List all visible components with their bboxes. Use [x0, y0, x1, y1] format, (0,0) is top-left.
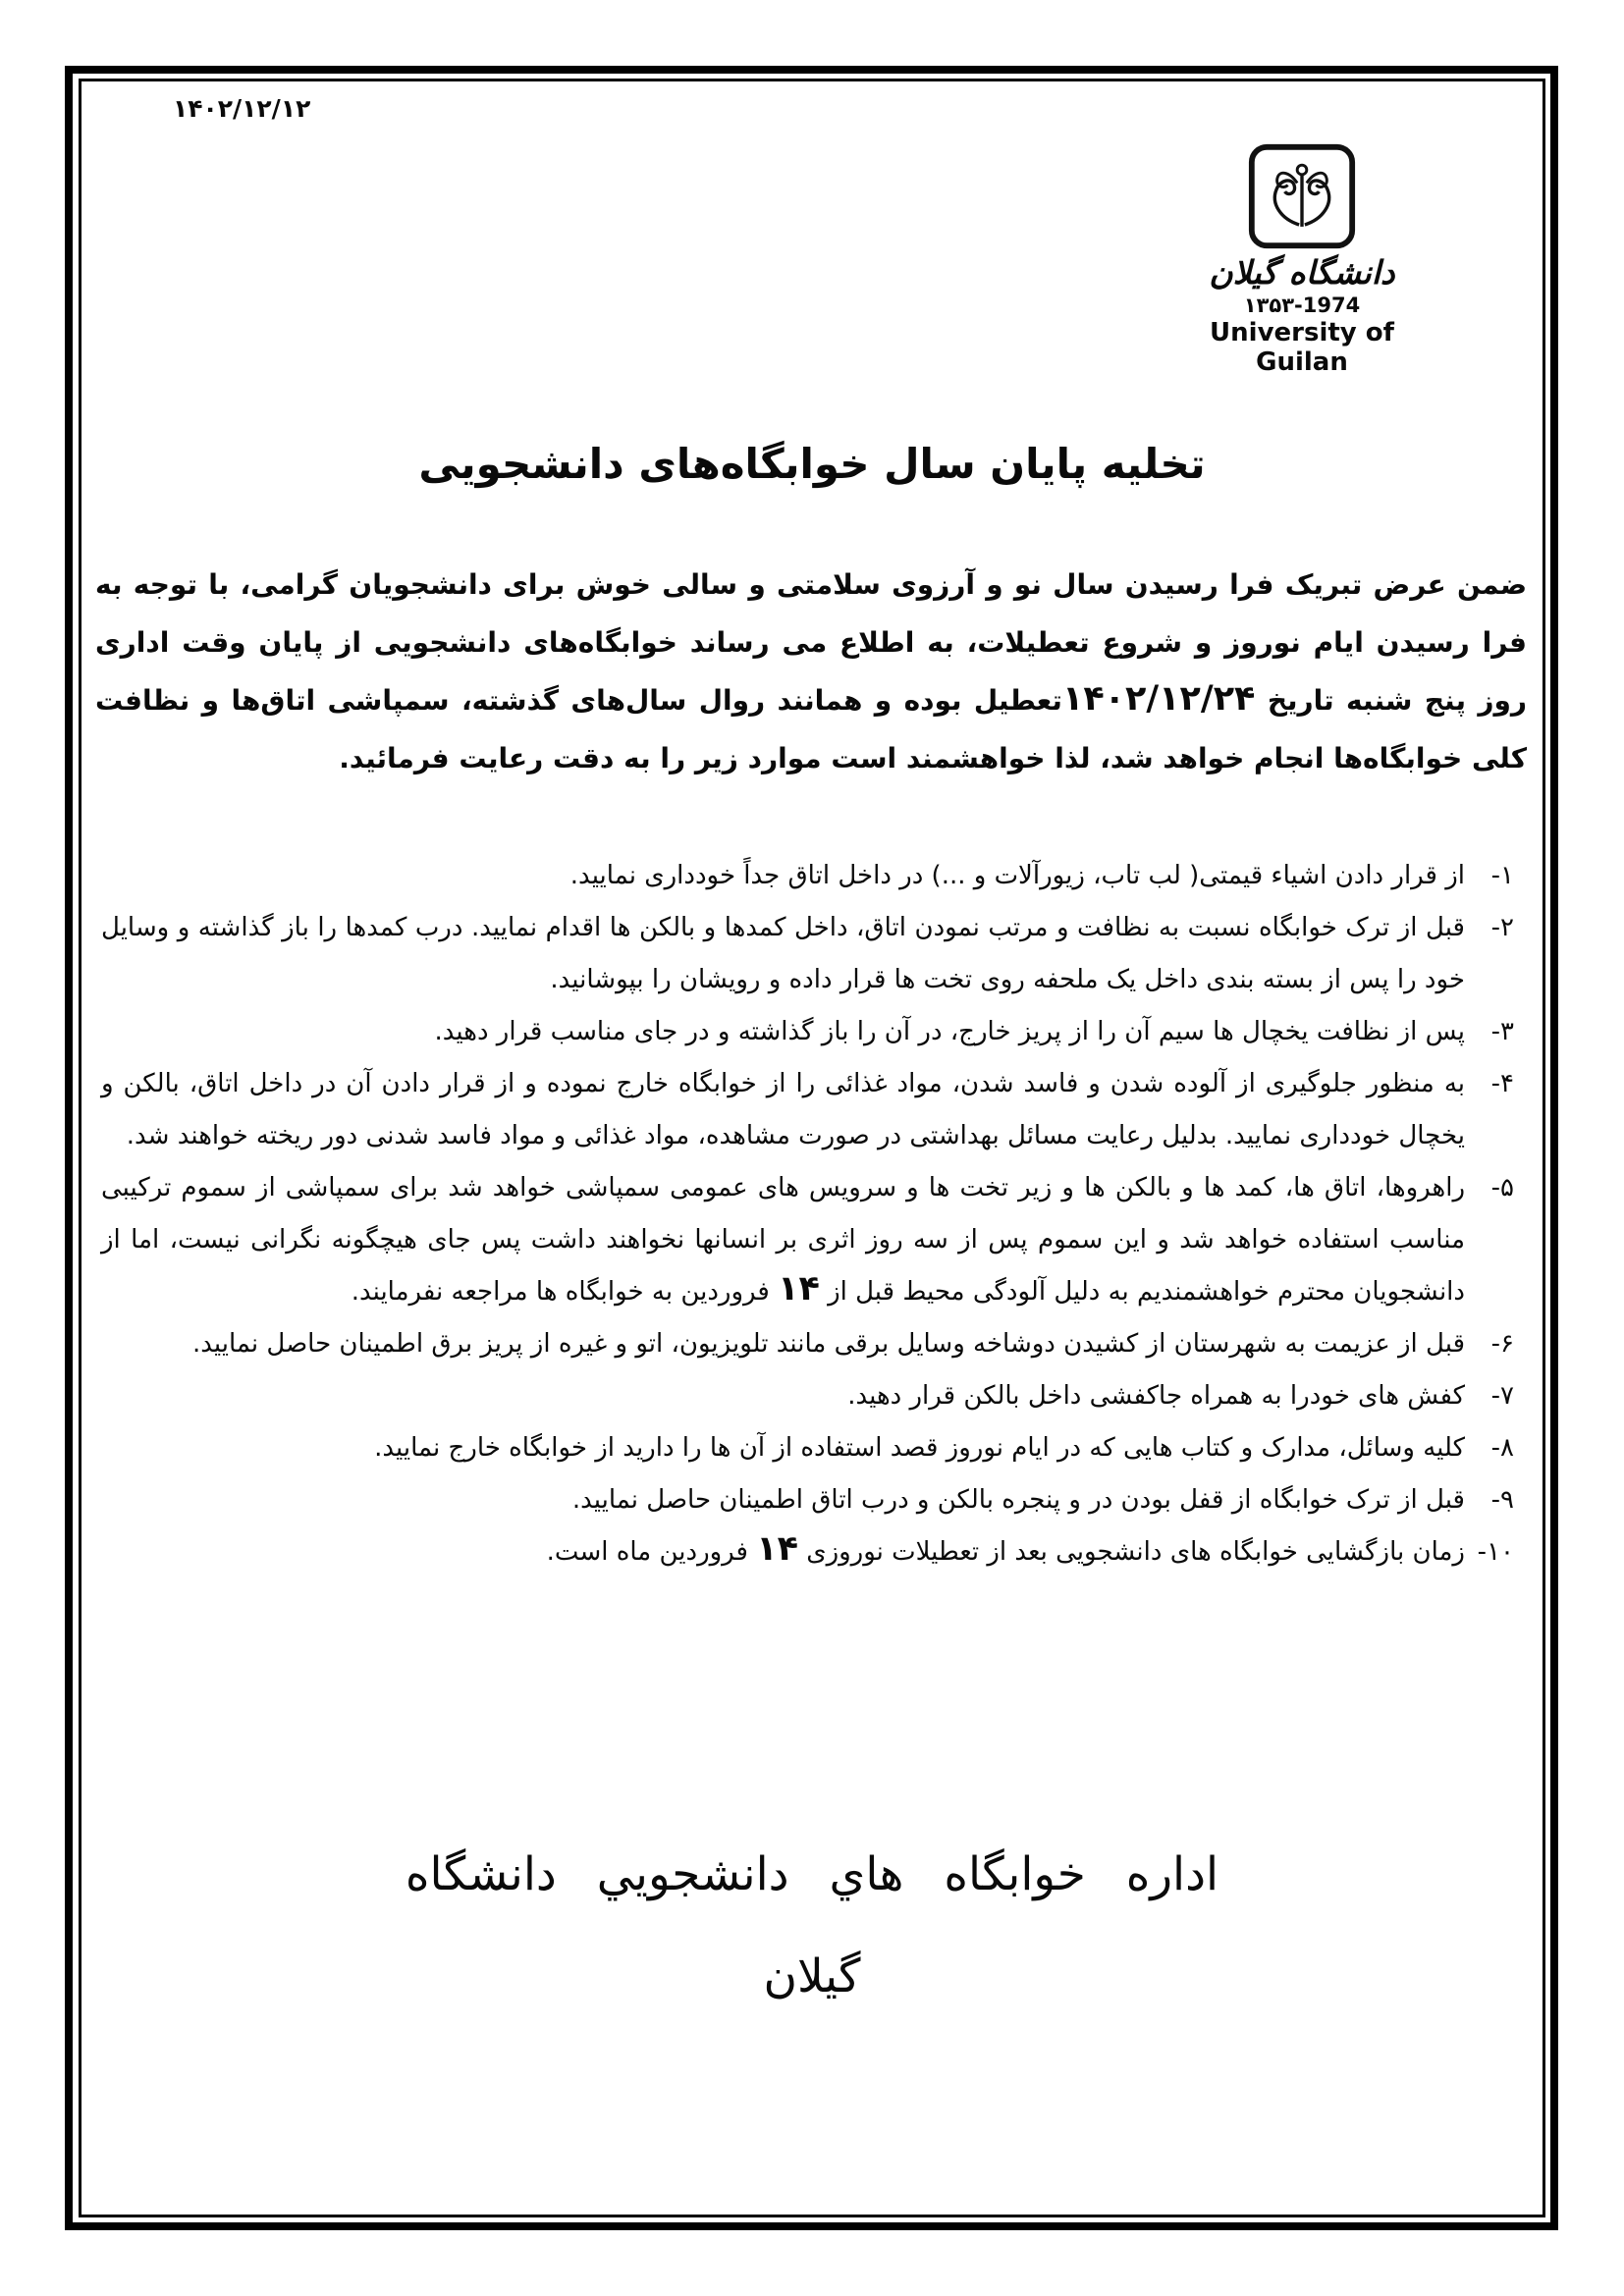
logo-name-english: University of Guilan [1210, 318, 1394, 377]
highlighted-date: ۱۴ [778, 1269, 820, 1308]
signature-line-2: گيلان [763, 1949, 861, 2003]
text-segment: فروردین به خوابگاه ها مراجعه نفرمایند. [351, 1277, 779, 1307]
text-segment: قبل از ترک خوابگاه از قفل بودن در و پنجره بالکن و درب اتاق اطمینان حاصل نمایید. [571, 1485, 1465, 1515]
text-segment: قبل از عزیمت به شهرستان از کشیدن دوشاخه وسایل برقی مانند تلویزیون، اتو و غیره از پریز برق اطمینان حاصل نمایید. [191, 1329, 1465, 1359]
list-item-number: ۱- [1490, 861, 1514, 890]
list-item [101, 902, 1520, 1006]
list-item-number: ۷- [1490, 1381, 1514, 1411]
university-logo-icon [1245, 141, 1359, 251]
text-segment: زمان بازگشایی خوابگاه های دانشجویی بعد از تعطیلات نوروزی [797, 1537, 1465, 1567]
logo-name-farsi: دانشگاه گیلان [1209, 253, 1395, 292]
text-segment: قبل از ترک خوابگاه نسبت به نظافت و مرتب نمودن اتاق، داخل کمدها و بالکن ها اقدام نمایید. درب کمدها را باز گذاشته و وسایل خود را پس از بسته بندی داخل یک ملحفه روی تخت ها قرار داده و رویشان را بپوشانید. [101, 913, 1465, 994]
list-item [101, 1058, 1520, 1162]
letter-date: ۱۴۰۲/۱۲/۱۲ [173, 94, 311, 123]
logo-founding-years: ۱۳۵۳-1974 [1243, 294, 1361, 317]
highlighted-date: ۱۴۰۲/۱۲/۲۴ [1061, 679, 1256, 719]
university-logo [1166, 141, 1437, 377]
text-segment: کلیه وسائل، مدارک و کتاب هایی که در ایام نوروز قصد استفاده از آن ها را دارید از خوابگاه خارج نمایید. [374, 1433, 1465, 1463]
list-item-number: ۱۰- [1477, 1537, 1514, 1567]
list-item [101, 1162, 1520, 1318]
page-title: تخلیه پایان سال خوابگاه‌های دانشجویی [418, 440, 1206, 488]
signature [0, 1824, 1624, 2028]
text-segment: از قرار دادن اشیاء قیمتی( لب تاب، زیورآلات و ...) در داخل اتاق جداً خودداری نمایید. [569, 861, 1465, 890]
text-segment: به منظور جلوگیری از آلوده شدن و فاسد شدن، مواد غذائی را از خوابگاه خارج نموده و از قرار دادن آن در داخل اتاق، بالکن و یخچال خودداری نمایید. بدلیل رعایت مسائل بهداشتی در صورت مشاهده، مواد غذائی و مواد فاسد شدنی دور ریخته خواهند شد. [101, 1069, 1465, 1150]
text-segment: راهروها، اتاق ها، کمد ها و بالکن ها و زیر تخت ها و سرویس های عمومی سمپاشی خواهد شد برای سمپاشی از سموم ترکیبی مناسب استفاده خواهد شد و این سموم پس از سه روز اثری بر انسانها نخواهند داشت پس جای هیچگونه نگرانی نیست، اما از دانشجویان محترم خواهشمندیم به دلیل آلودگی محیط قبل از [101, 1173, 1465, 1307]
text-segment: فروردین ماه است. [546, 1537, 757, 1567]
list-item [101, 1370, 1520, 1422]
text-segment: کفش های خودرا به همراه جاکفشی داخل بالکن قرار دهید. [847, 1381, 1465, 1411]
list-item [101, 850, 1520, 902]
list-item-number: ۵- [1490, 1173, 1514, 1202]
list-item [101, 1318, 1520, 1370]
list-item [101, 1526, 1520, 1578]
list-item-number: ۳- [1490, 1017, 1514, 1046]
text-segment: ضمن عرض تبریک فرا رسیدن سال نو و آرزوی سلامتی و سالی خوش برای دانشجویان گرامی، با توجه به فرا رسیدن ایام نوروز و شروع تعطیلات، به اطلاع می رساند خوابگاه‌های دانشجویی از پایان وقت اداری روز پنج شنبه تاریخ [95, 568, 1527, 717]
intro-paragraph [95, 556, 1527, 787]
text-segment: تعطیل بوده و همانند روال سال‌های گذشته، سمپاشی اتاق‌ها و نظافت کلی خوابگاه‌ها انجام خواهد شد، لذا خواهشمند است موارد زیر را به دقت رعایت فرمائید. [95, 684, 1527, 774]
highlighted-date: ۱۴ [756, 1529, 798, 1569]
list-item-number: ۴- [1490, 1069, 1514, 1098]
list-item [101, 1006, 1520, 1058]
list-item [101, 1474, 1520, 1526]
signature-line-1: اداره خوابگاه هاي دانشجويي دانشگاه [405, 1847, 1219, 1901]
instructions-list [101, 850, 1520, 1578]
list-item [101, 1422, 1520, 1474]
list-item-number: ۶- [1490, 1329, 1514, 1359]
list-item-number: ۲- [1490, 913, 1514, 942]
list-item-number: ۹- [1490, 1485, 1514, 1515]
text-segment: پس از نظافت یخچال ها سیم آن را از پریز خارج، در آن را باز گذاشته و در جای مناسب قرار دهید. [434, 1017, 1465, 1046]
list-item-number: ۸- [1490, 1433, 1514, 1463]
